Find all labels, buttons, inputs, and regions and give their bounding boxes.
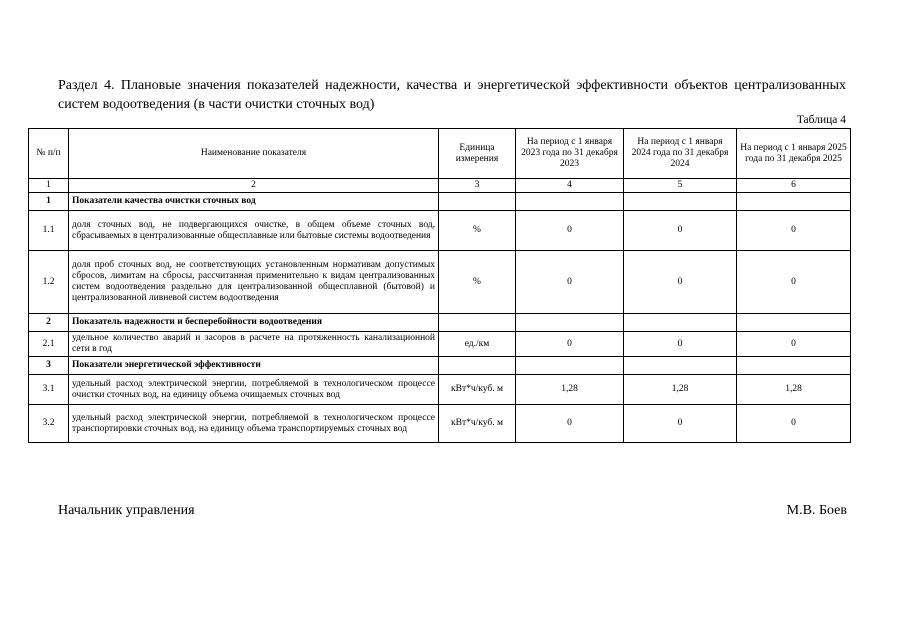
column-number: 4	[516, 179, 624, 193]
unit-cell: ед./км	[439, 332, 516, 357]
value-2023: 1,28	[516, 375, 624, 405]
section-row	[29, 314, 851, 332]
value-2025: 1,28	[737, 375, 851, 405]
unit-cell: кВт*ч/куб. м	[439, 375, 516, 405]
section-row	[29, 357, 851, 375]
value-2024: 0	[624, 251, 737, 314]
column-number: 1	[29, 179, 69, 193]
column-number-row	[29, 179, 851, 193]
indicator-name: удельное количество аварий и засоров в расчете на протяженность канализационной сети в год	[69, 332, 439, 357]
column-number: 2	[69, 179, 439, 193]
indicators-table	[28, 128, 851, 443]
row-number: 3.2	[29, 405, 69, 443]
table-row	[29, 251, 851, 314]
table-row	[29, 375, 851, 405]
indicator-name: доля сточных вод, не подвергающихся очистке, в общем объеме сточных вод, сбрасываемых в централизованные общесплавные или бытовые системы водоотведения	[69, 211, 439, 251]
indicator-name: удельный расход электрической энергии, потребляемой в технологическом процессе транспортировки сточных вод, на единицу объема транспортируемых сточных вод	[69, 405, 439, 443]
row-number: 2.1	[29, 332, 69, 357]
signatory-name: М.В. Боев	[786, 503, 847, 518]
row-number: 1.2	[29, 251, 69, 314]
row-number: 1.1	[29, 211, 69, 251]
value-2023: 0	[516, 332, 624, 357]
section-name: Показатель надежности и бесперебойности водоотведения	[69, 314, 439, 332]
row-number: 1	[29, 193, 69, 211]
table-row	[29, 211, 851, 251]
value-2025: 0	[737, 332, 851, 357]
indicator-name: удельный расход электрической энергии, потребляемой в технологическом процессе очистки сточных вод, на единицу объема очищаемых сточных вод	[69, 375, 439, 405]
header-row	[29, 129, 851, 179]
table-row	[29, 405, 851, 443]
row-number: 3	[29, 357, 69, 375]
row-number: 2	[29, 314, 69, 332]
section-name: Показатели энергетической эффективности	[69, 357, 439, 375]
unit-cell: %	[439, 211, 516, 251]
column-number: 6	[737, 179, 851, 193]
header-period-2024: На период с 1 января 2024 года по 31 декабря 2024	[624, 129, 737, 179]
value-2025: 0	[737, 405, 851, 443]
section-row	[29, 193, 851, 211]
section-name: Показатели качества очистки сточных вод	[69, 193, 439, 211]
header-period-2023: На период с 1 января 2023 года по 31 декабря 2023	[516, 129, 624, 179]
row-number: 3.1	[29, 375, 69, 405]
unit-cell: %	[439, 251, 516, 314]
table-caption: Таблица 4	[796, 114, 846, 126]
unit-cell: кВт*ч/куб. м	[439, 405, 516, 443]
value-2023: 0	[516, 405, 624, 443]
value-2025: 0	[737, 251, 851, 314]
value-2024: 1,28	[624, 375, 737, 405]
section-title: Раздел 4. Плановые значения показателей надежности, качества и энергетической эффективности объектов централизованных систем водоотведения (в части очистки сточных вод)	[58, 78, 846, 112]
value-2025: 0	[737, 211, 851, 251]
column-number: 5	[624, 179, 737, 193]
header-name: Наименование показателя	[69, 129, 439, 179]
value-2024: 0	[624, 332, 737, 357]
header-period-2025: На период с 1 января 2025 года по 31 декабря 2025	[737, 129, 851, 179]
value-2024: 0	[624, 405, 737, 443]
value-2023: 0	[516, 251, 624, 314]
header-num: № п/п	[29, 129, 69, 179]
indicator-name: доля проб сточных вод, не соответствующих установленным нормативам допустимых сбросов, лимитам на сбросы, рассчитанная применительно к видам централизованных систем водоотведения раздельно для централизованной общесплавной (бытовой) и централизованной ливневой систем водоотведения	[69, 251, 439, 314]
value-2023: 0	[516, 211, 624, 251]
signatory-position: Начальник управления	[58, 503, 195, 518]
value-2024: 0	[624, 211, 737, 251]
column-number: 3	[439, 179, 516, 193]
table-row	[29, 332, 851, 357]
header-unit: Единица измерения	[439, 129, 516, 179]
